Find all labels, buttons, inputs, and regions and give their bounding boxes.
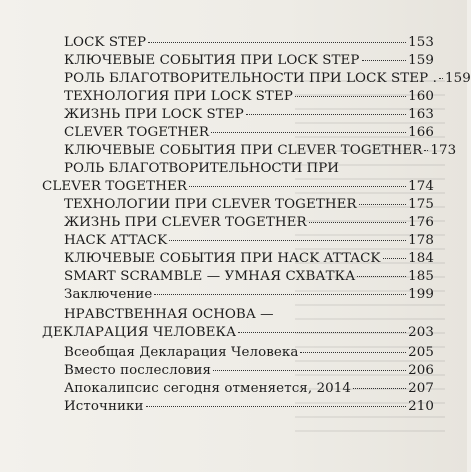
toc-entry-page: 174 <box>408 179 434 194</box>
toc-entry <box>42 178 434 196</box>
toc-entry <box>42 324 434 342</box>
toc-entry-page: 163 <box>408 107 434 122</box>
dot-leader <box>238 332 406 333</box>
dot-leader <box>246 114 406 115</box>
toc-entry-title: CLEVER TOGETHER <box>42 179 188 194</box>
toc-entry <box>64 268 434 286</box>
toc-entry <box>64 52 434 70</box>
dot-leader <box>439 78 443 79</box>
toc-entry <box>64 214 434 232</box>
dot-leader <box>359 204 406 205</box>
toc-entry-title: ДЕКЛАРАЦИЯ ЧЕЛОВЕКА <box>42 325 237 340</box>
toc-entry-page: 176 <box>408 215 434 230</box>
toc-entry-page: 203 <box>408 325 434 340</box>
dot-leader <box>300 352 406 353</box>
toc-entry-page: 178 <box>408 233 434 248</box>
toc-entry-title: Заключение <box>64 287 153 302</box>
dot-leader <box>211 132 406 133</box>
toc-entry-title: ЖИЗНЬ ПРИ CLEVER TOGETHER <box>64 215 307 230</box>
toc-entry-title: КЛЮЧЕВЫЕ СОБЫТИЯ ПРИ CLEVER TOGETHER <box>64 143 423 158</box>
dot-leader <box>383 258 407 259</box>
toc-entry <box>64 34 434 52</box>
toc-entry-title: LOCK STEP <box>64 35 147 50</box>
toc-entry-title-line1: НРАВСТВЕННАЯ ОСНОВА — <box>64 307 274 322</box>
toc-entry <box>64 106 434 124</box>
dot-leader <box>146 406 407 407</box>
toc-entry-title: Апокалипсис сегодня отменяется, 2014 <box>64 381 352 396</box>
toc-entry-page: 207 <box>408 381 434 396</box>
toc-entry-page: 160 <box>408 89 434 104</box>
toc-entry <box>64 362 434 380</box>
toc-entry <box>64 142 457 160</box>
dot-leader <box>169 240 406 241</box>
toc-entry <box>64 196 434 214</box>
toc-entry-page: 184 <box>408 251 434 266</box>
toc-entry-title: Вместо послесловия <box>64 363 212 378</box>
toc-entry-page: 159 <box>408 53 434 68</box>
toc-entry-title: HACK ATTACK <box>64 233 168 248</box>
toc-entry-page: 199 <box>408 287 434 302</box>
dot-leader <box>309 222 406 223</box>
dot-leader <box>424 150 428 151</box>
toc-entry <box>64 232 434 250</box>
toc-entry-title-line1: РОЛЬ БЛАГОТВОРИТЕЛЬНОСТИ ПРИ <box>64 161 339 176</box>
dot-leader <box>295 96 406 97</box>
toc-entry <box>64 398 434 416</box>
toc-entry-title: КЛЮЧЕВЫЕ СОБЫТИЯ ПРИ LOCK STEP <box>64 53 360 68</box>
toc-entry <box>64 380 434 398</box>
toc-entry-page: 166 <box>408 125 434 140</box>
dot-leader <box>353 388 406 389</box>
dot-leader <box>189 186 406 187</box>
toc-entry-page: 173 <box>430 143 457 158</box>
toc-entry-page: 175 <box>408 197 434 212</box>
toc-entry-title: КЛЮЧЕВЫЕ СОБЫТИЯ ПРИ HACK ATTACK <box>64 251 381 266</box>
toc-entry-page: 210 <box>408 399 434 414</box>
toc-entry-title: Всеобщая Декларация Человека <box>64 345 299 360</box>
toc-entry-page: 206 <box>408 363 434 378</box>
toc-entry-title: ТЕХНОЛОГИИ ПРИ CLEVER TOGETHER <box>64 197 357 212</box>
toc-entry <box>64 70 471 88</box>
toc-entry-title: ТЕХНОЛОГИЯ ПРИ LOCK STEP <box>64 89 293 104</box>
dot-leader <box>362 60 407 61</box>
toc-entry-page: 185 <box>408 269 434 284</box>
toc-entry-title: CLEVER TOGETHER <box>64 125 210 140</box>
dot-leader <box>357 276 406 277</box>
toc-entry <box>64 124 434 142</box>
toc-entry-page: 159 <box>444 71 471 86</box>
toc-entry-page: 205 <box>408 345 434 360</box>
toc-entry-title: Источники <box>64 399 144 414</box>
toc-entry-page: 153 <box>408 35 434 50</box>
toc-entry-title: ЖИЗНЬ ПРИ LOCK STEP <box>64 107 244 122</box>
toc-entry-title: РОЛЬ БЛАГОТВОРИТЕЛЬНОСТИ ПРИ LOCK STEP . <box>64 71 437 86</box>
toc-entry <box>64 286 434 304</box>
toc-entry <box>64 250 434 268</box>
toc-entry-title: SMART SCRAMBLE — УМНАЯ СХВАТКА <box>64 269 356 284</box>
dot-leader <box>148 42 406 43</box>
toc-entry <box>64 88 434 106</box>
dot-leader <box>213 370 406 371</box>
dot-leader <box>154 294 406 295</box>
toc-entry <box>64 344 434 362</box>
